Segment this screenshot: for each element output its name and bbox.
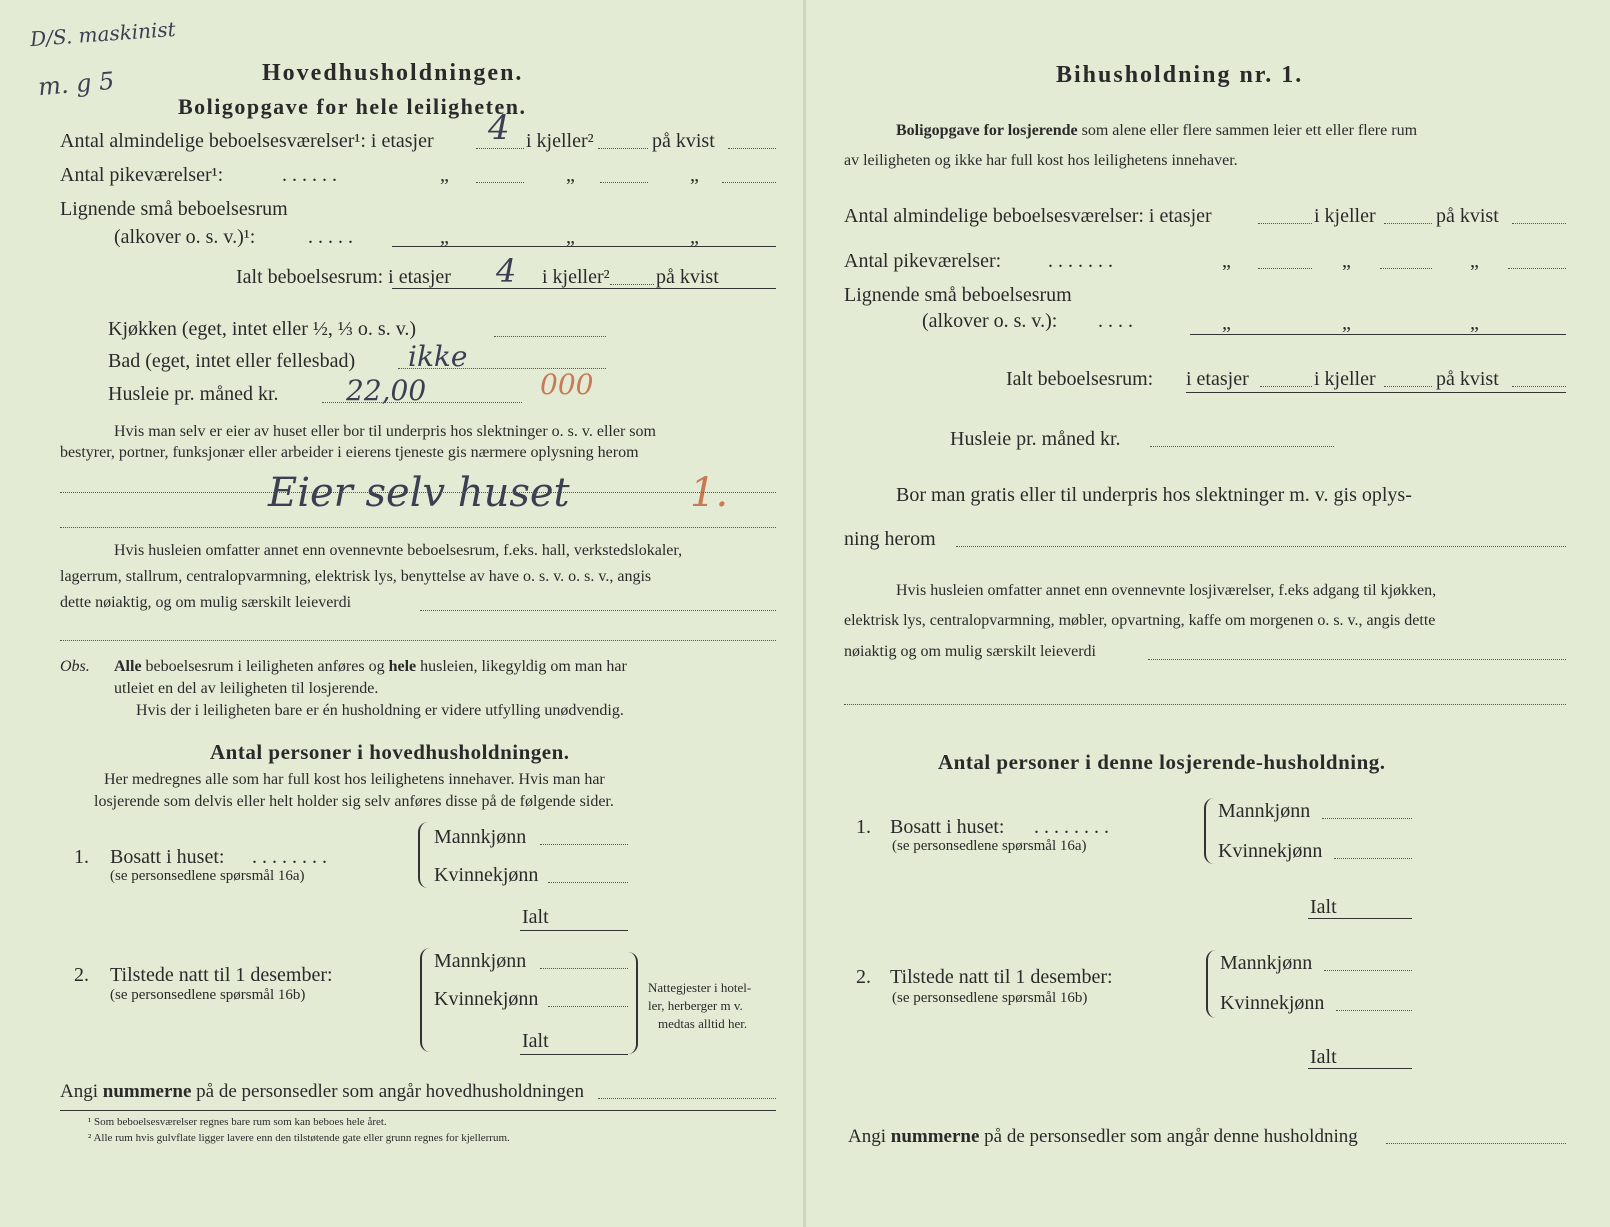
numbers-line-fill: [598, 1098, 776, 1099]
right-q2-male-label: Mannkjønn: [1220, 952, 1313, 974]
right-persons-title: Antal personer i denne losjerende-husholdning.: [938, 750, 1386, 774]
obs-label: Obs.: [60, 658, 90, 675]
right-q1-label: Bosatt i huset:: [890, 816, 1005, 838]
right-intro1a: Boligopgave for losjerende: [896, 122, 1078, 139]
obs-text2: utleiet en del av leiligheten til losjerende.: [114, 680, 379, 697]
q2-label: Tilstede natt til 1 desember:: [110, 964, 333, 986]
obs-text1d: husleien, likegyldig om man har: [420, 658, 627, 675]
right-extra-text1: Hvis husleien omfatter annet enn ovennevnte losjiværelser, f.eks adgang til kjøkken,: [896, 582, 1437, 599]
owner-line-2: [60, 527, 776, 528]
footnote-rule: [60, 1110, 776, 1111]
right-q2-number: 2.: [856, 966, 871, 988]
page-title: Hovedhusholdningen.: [262, 60, 524, 86]
night-note3: medtas alltid her.: [658, 1016, 748, 1031]
q1-dots: . . . . . . . .: [252, 846, 327, 868]
maid-dots: . . . . . .: [282, 164, 337, 186]
right-total-kjeller-line: [1384, 386, 1432, 387]
q2-total-label: Ialt: [522, 1030, 549, 1052]
right-total-label2: i etasjer: [1186, 368, 1249, 390]
right-numbers-fill: [1386, 1143, 1566, 1144]
right-q2-male-line: [1324, 970, 1412, 971]
maid-line-2: [600, 182, 648, 183]
right-q2-subtext: (se personsedlene spørsmål 16b): [892, 990, 1088, 1006]
q1-label: Bosatt i huset:: [110, 846, 225, 868]
extra-line-1: [420, 610, 776, 611]
right-maid-dots: . . . . . . .: [1048, 250, 1113, 272]
rent-label: Husleie pr. måned kr.: [108, 383, 279, 405]
rooms-etasjer-line: [476, 148, 524, 149]
rooms-kvist-label: på kvist: [652, 130, 715, 152]
rooms-label: Antal almindelige beboelsesværelser¹: i etasjer: [60, 130, 434, 152]
q2-male-label: Mannkjønn: [434, 950, 527, 972]
right-maid-ditto-3: „: [1470, 250, 1479, 272]
q1-subtext: (se personsedlene spørsmål 16a): [110, 868, 305, 884]
extra-text3: dette nøiaktig, og om mulig særskilt leieverdi: [60, 594, 352, 611]
right-rent-label: Husleie pr. måned kr.: [950, 428, 1121, 450]
owner-text2: bestyrer, portner, funksjonær eller arbeider i eierens tjeneste gis nærmere oplysning herom: [60, 444, 639, 461]
obs-text3: Hvis der i leiligheten bare er én husholdning er videre utfylling unødvendig.: [136, 702, 624, 719]
footnote-1: ¹ Som beboelsesværelser regnes bare rum som kan beboes hele året.: [88, 1116, 387, 1128]
right-rooms-label: Antal almindelige beboelsesværelser: i etasjer: [844, 205, 1212, 227]
right-q1-dots: . . . . . . . .: [1034, 816, 1109, 838]
stamp-line2: m. g 5: [36, 66, 116, 102]
right-rooms-kjeller-line: [1384, 223, 1432, 224]
right-small-ditto-3: „: [1470, 312, 1479, 334]
q2-subtext: (se personsedlene spørsmål 16b): [110, 987, 306, 1003]
right-total-kvist-line: [1512, 386, 1566, 387]
right-rent-line: [1150, 446, 1334, 447]
q2-night-brace: [628, 952, 638, 1054]
right-q1-subtext: (se personsedlene spørsmål 16a): [892, 838, 1087, 854]
right-q1-male-line: [1322, 818, 1412, 819]
q1-number: 1.: [74, 846, 89, 868]
extra-line-2: [60, 640, 776, 641]
right-free-text2: ning herom: [844, 528, 936, 550]
right-small-ditto-1: „: [1222, 312, 1231, 334]
right-free-text1: Bor man gratis eller til underpris hos slektninger m. v. gis oplys-: [896, 484, 1412, 506]
right-intro-line1: [896, 122, 1417, 140]
obs-hele: hele: [388, 658, 417, 675]
persons-text2: losjerende som delvis eller helt holder sig selv anføres disse på de følgende sider.: [94, 793, 614, 810]
q1-total-rule: [520, 930, 628, 931]
right-maid-ditto-1: „: [1222, 250, 1231, 272]
right-extra-text2: elektrisk lys, centralopvarmning, møbler, opvartning, kaffe om morgenen o. s. v., angis dette: [844, 612, 1436, 629]
right-maid-line-2: [1380, 268, 1432, 269]
bath-label: Bad (eget, intet eller fellesbad): [108, 350, 356, 372]
right-small-dots: . . . .: [1098, 310, 1133, 332]
footnote-2: ² Alle rum hvis gulvflate ligger lavere enn den tilstøtende gate eller grunn regnes for kjellerrum.: [88, 1132, 510, 1144]
numbers-label-c: på de personsedler som angår hovedhusholdningen: [196, 1081, 584, 1102]
numbers-line: [60, 1081, 584, 1103]
obs-alle: Alle: [114, 658, 142, 675]
q1-male-label: Mannkjønn: [434, 826, 527, 848]
right-numbers-label-b: nummerne: [890, 1126, 980, 1147]
stamp-line1: D/S. maskinist: [29, 16, 177, 52]
right-numbers-label-a: Angi: [848, 1126, 886, 1147]
right-page-title: Bihusholdning nr. 1.: [1056, 62, 1304, 88]
right-small-ditto-2: „: [1342, 312, 1351, 334]
right-q1-female-line: [1334, 858, 1412, 859]
right-total-etasjer-line: [1260, 386, 1312, 387]
extra-text1: Hvis husleien omfatter annet enn ovennevnte beboelsesrum, f.eks. hall, verkstedslokaler,: [114, 542, 683, 559]
rent-value: 22,00: [346, 374, 427, 407]
right-q2-total-rule: [1308, 1068, 1412, 1069]
right-q1-brace: [1204, 798, 1214, 864]
right-small-label1: Lignende små beboelsesrum: [844, 284, 1072, 306]
small-rooms-rule: [392, 246, 776, 247]
q2-number: 2.: [74, 964, 89, 986]
right-total-kvist-label: på kvist: [1436, 368, 1499, 390]
owner-value: Eier selv huset: [268, 470, 570, 516]
rooms-kvist-line: [728, 148, 776, 149]
right-q1-total-label: Ialt: [1310, 896, 1337, 918]
right-free-line: [956, 546, 1566, 547]
small-rooms-label2: (alkover o. s. v.)¹:: [114, 226, 256, 248]
rooms-value: 4: [488, 108, 510, 148]
right-numbers-label-c: på de personsedler som angår denne husholdning: [984, 1126, 1358, 1147]
extra-text2: lagerrum, stallrum, centralopvarmning, elektrisk lys, benyttelse av have o. s. v. o. s. v., angis: [60, 568, 652, 585]
right-maid-line-3: [1508, 268, 1566, 269]
right-maid-line-1: [1258, 268, 1312, 269]
rent-red-mark: 000: [540, 368, 594, 401]
kitchen-line: [494, 336, 606, 337]
right-q2-label: Tilstede natt til 1 desember:: [890, 966, 1113, 988]
rent-line: [322, 402, 522, 403]
persons-text1: Her medregnes alle som har full kost hos leilighetens innehaver. Hvis man har: [104, 771, 605, 788]
right-rooms-kvist-line: [1512, 223, 1566, 224]
right-q1-female-label: Kvinnekjønn: [1218, 840, 1323, 862]
owner-text1: Hvis man selv er eier av huset eller bor til underpris hos slektninger o. s. v. eller som: [114, 423, 656, 440]
q1-total-label: Ialt: [522, 906, 549, 928]
q2-male-line: [540, 968, 628, 969]
maid-ditto-2: „: [566, 164, 575, 186]
right-intro1b: som alene eller flere sammen leier ett eller flere rum: [1081, 122, 1418, 139]
q2-female-label: Kvinnekjønn: [434, 988, 539, 1010]
page-fold: [803, 0, 806, 1227]
small-ditto-3: „: [690, 226, 699, 248]
q2-brace: [420, 948, 430, 1052]
rooms-kjeller-label: i kjeller²: [526, 130, 594, 152]
obs-text1b: beboelsesrum i leiligheten anføres og: [145, 658, 385, 675]
page-subtitle: Boligopgave for hele leiligheten.: [178, 94, 527, 119]
total-kvist-label: på kvist: [656, 266, 719, 288]
right-q2-female-line: [1336, 1010, 1412, 1011]
right-maid-ditto-2: „: [1342, 250, 1351, 272]
right-total-rule: [1186, 392, 1566, 393]
numbers-label-a: Angi: [60, 1081, 98, 1102]
maid-line-3: [722, 182, 776, 183]
maid-ditto-1: „: [440, 164, 449, 186]
total-kjeller-line: [610, 284, 654, 285]
total-rooms-rule: [392, 288, 776, 289]
right-q1-male-label: Mannkjønn: [1218, 800, 1311, 822]
right-q2-brace: [1206, 950, 1216, 1018]
owner-line-1: [60, 492, 776, 493]
right-extra-text3: nøiaktig og om mulig særskilt leieverdi: [844, 643, 1096, 660]
right-extra-line-2: [844, 704, 1566, 705]
right-maid-label: Antal pikeværelser:: [844, 250, 1002, 272]
right-rooms-kvist-label: på kvist: [1436, 205, 1499, 227]
right-intro-line2: av leiligheten og ikke har full kost hos leilighetens innehaver.: [844, 152, 1238, 169]
bath-value: ikke: [408, 340, 468, 373]
night-note1: Nattegjester i hotel-: [648, 980, 752, 995]
right-small-rule: [1190, 334, 1566, 335]
right-extra-line-1: [1148, 659, 1566, 660]
rooms-kjeller-line: [598, 148, 648, 149]
q1-female-label: Kvinnekjønn: [434, 864, 539, 886]
q1-male-line: [540, 844, 628, 845]
maid-line-1: [476, 182, 524, 183]
small-ditto-2: „: [566, 226, 575, 248]
q1-female-line: [548, 882, 628, 883]
q2-female-line: [548, 1006, 628, 1007]
kitchen-label: Kjøkken (eget, intet eller ½, ⅓ o. s. v.): [108, 318, 417, 340]
total-kjeller-label: i kjeller²: [542, 266, 610, 288]
obs-line1: [114, 658, 627, 676]
right-rooms-kjeller-label: i kjeller: [1314, 205, 1376, 227]
small-rooms-dots: . . . . .: [308, 226, 353, 248]
numbers-label-b: nummerne: [102, 1081, 192, 1102]
right-q1-total-rule: [1308, 918, 1412, 919]
small-ditto-1: „: [440, 226, 449, 248]
night-note2: ler, herberger m v.: [648, 998, 743, 1013]
right-q2-female-label: Kvinnekjønn: [1220, 992, 1325, 1014]
right-numbers-line: [848, 1126, 1358, 1148]
right-q2-total-label: Ialt: [1310, 1046, 1337, 1068]
total-rooms-label: Ialt beboelsesrum: i etasjer: [236, 266, 451, 288]
q1-brace: [418, 822, 428, 888]
total-rooms-value: 4: [496, 252, 517, 290]
right-rooms-etasjer-line: [1258, 223, 1312, 224]
right-q1-number: 1.: [856, 816, 871, 838]
small-rooms-label1: Lignende små beboelsesrum: [60, 198, 288, 220]
right-total-label1: Ialt beboelsesrum:: [1006, 368, 1154, 390]
persons-title: Antal personer i hovedhusholdningen.: [210, 740, 570, 764]
maid-label: Antal pikeværelser¹:: [60, 164, 224, 186]
q2-total-rule: [520, 1054, 628, 1055]
maid-ditto-3: „: [690, 164, 699, 186]
owner-red-mark: 1.: [690, 470, 729, 516]
right-small-label2: (alkover o. s. v.):: [922, 310, 1058, 332]
right-total-kjeller-label: i kjeller: [1314, 368, 1376, 390]
